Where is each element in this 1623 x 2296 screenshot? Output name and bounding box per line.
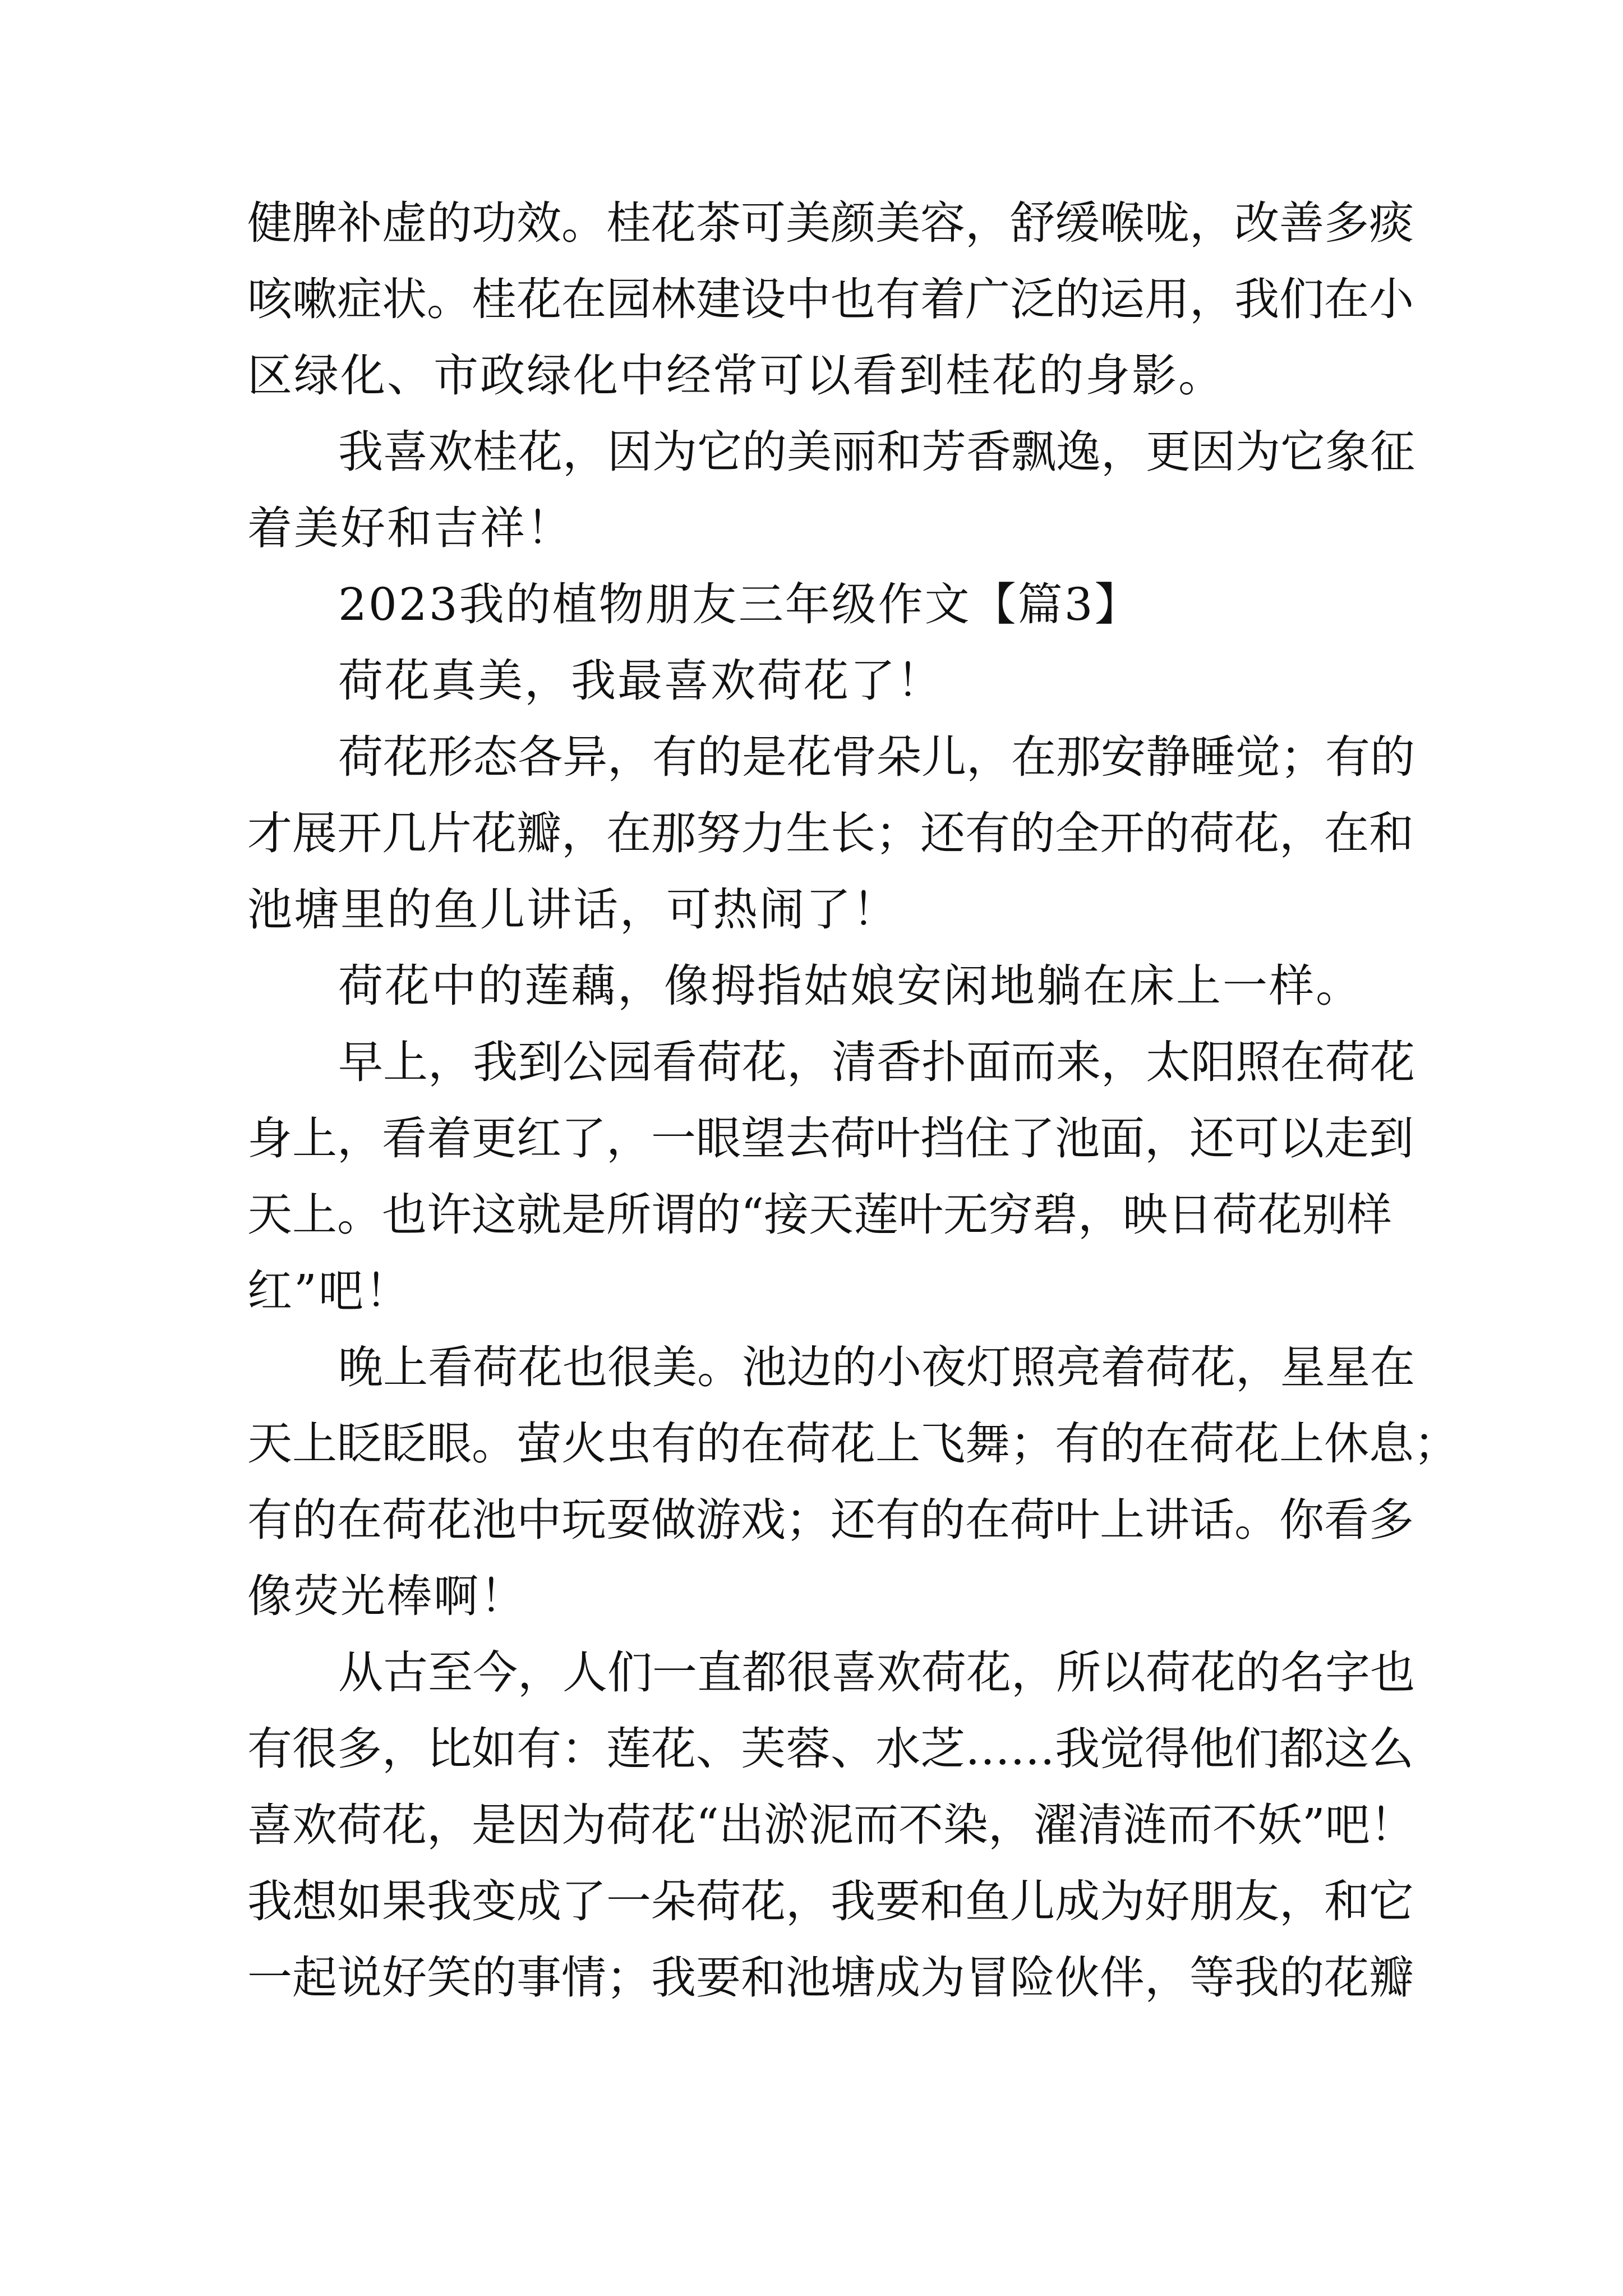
text-line: 区绿化、市政绿化中经常可以看到桂花的身影。 xyxy=(247,349,1225,402)
text-line: 咳嗽症状。桂花在园林建设中也有着广泛的运用，我们在小 xyxy=(247,273,1414,325)
paragraph-start-line: 早上，我到公园看荷花，清香扑面而来，太阳照在荷花 xyxy=(338,1036,1415,1088)
text-line: 喜欢荷花，是因为荷花“出淤泥而不染，濯清涟而不妖”吧！ xyxy=(247,1799,1415,1851)
paragraph-start-line: 从古至今，人们一直都很喜欢荷花，所以荷花的名字也 xyxy=(338,1646,1415,1699)
text-line: 才展开几片花瓣，在那努力生长；还有的全开的荷花，在和 xyxy=(247,807,1414,859)
section-heading: 2023我的植物朋友三年级作文【篇3】 xyxy=(338,578,1141,631)
text-line: 着美好和吉祥！ xyxy=(247,502,573,554)
text-line: 我想如果我变成了一朵荷花，我要和鱼儿成为好朋友，和它 xyxy=(247,1875,1414,1927)
text-line: 健脾补虚的功效。桂花茶可美颜美容，舒缓喉咙，改善多痰 xyxy=(247,197,1414,249)
article-body xyxy=(247,185,1459,2016)
paragraph-start-line: 晚上看荷花也很美。池边的小夜灯照亮着荷花，星星在 xyxy=(338,1341,1415,1393)
paragraph-start-line: 荷花形态各异，有的是花骨朵儿，在那安静睡觉；有的 xyxy=(338,731,1415,783)
text-line: 有的在荷花池中玩耍做游戏；还有的在荷叶上讲话。你看多 xyxy=(247,1494,1414,1546)
paragraph-start-line: 我喜欢桂花，因为它的美丽和芳香飘逸，更因为它象征 xyxy=(338,426,1415,478)
paragraph-start-line: 荷花真美，我最喜欢荷花了！ xyxy=(338,655,943,707)
text-line: 天上眨眨眼。萤火虫有的在荷花上飞舞；有的在荷花上休息； xyxy=(247,1418,1459,1470)
text-line: 天上。也许这就是所谓的“接天莲叶无穷碧，映日荷花别样 xyxy=(247,1189,1392,1241)
text-line: 有很多，比如有：莲花、芙蓉、水芝……我觉得他们都这么 xyxy=(247,1723,1414,1775)
text-line: 池塘里的鱼儿讲话，可热闹了！ xyxy=(247,884,899,936)
text-line: 身上，看着更红了，一眼望去荷叶挡住了池面，还可以走到 xyxy=(247,1112,1414,1165)
text-line: 像荧光棒啊！ xyxy=(247,1570,527,1622)
text-line: 一起说好笑的事情；我要和池塘成为冒险伙伴，等我的花瓣 xyxy=(247,1952,1414,2004)
paragraph-start-line: 荷花中的莲藕，像拇指姑娘安闲地躺在床上一样。 xyxy=(338,960,1362,1012)
text-line: 红”吧！ xyxy=(247,1265,412,1317)
